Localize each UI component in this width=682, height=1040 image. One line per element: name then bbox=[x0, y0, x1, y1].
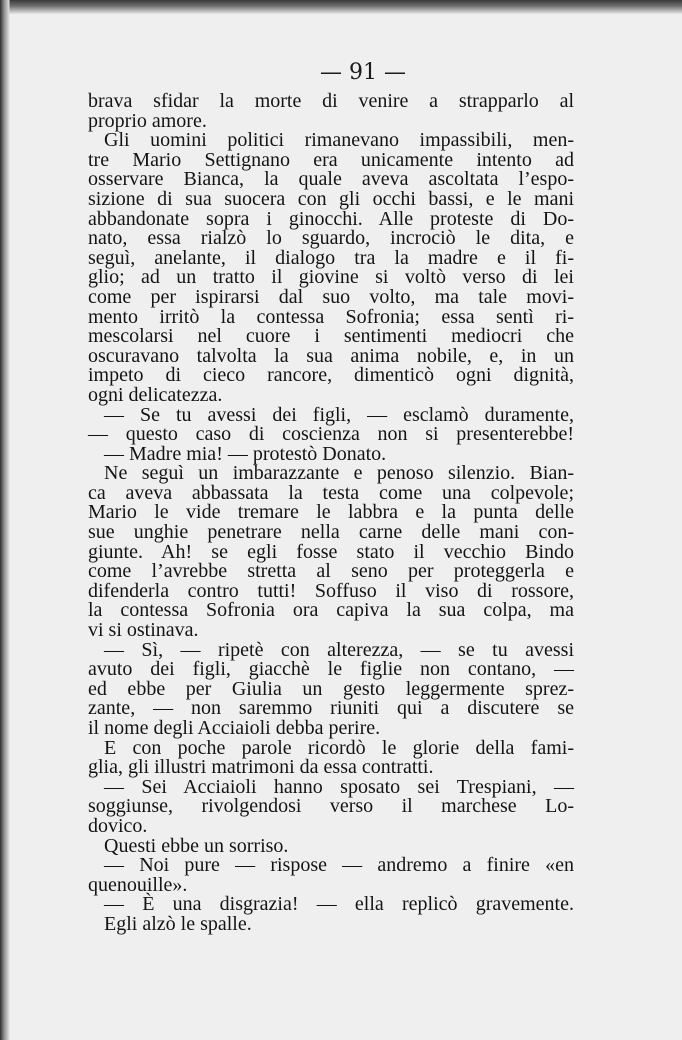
text-line: ogni delicatezza. bbox=[88, 383, 223, 406]
text-line: difenderla contro tutti! Soffuso il viso di rossore, bbox=[88, 579, 574, 602]
body-text bbox=[88, 92, 574, 935]
text-line: la contessa Sofronia ora capiva la sua colpa, ma bbox=[88, 599, 574, 622]
text-line: zante, — non saremmo riuniti qui a discutere se bbox=[88, 697, 574, 720]
text-line: il nome degli Acciaioli debba perire. bbox=[88, 717, 381, 739]
text-line: oscuravano talvolta la sua anima nobile, e, in un bbox=[88, 344, 574, 367]
text-line: vi si ostinava. bbox=[88, 619, 199, 642]
text-line: — È una disgrazia! — ella replicò gravemente. bbox=[104, 893, 574, 916]
text-line: glia, gli illustri matrimoni da essa contratti. bbox=[88, 756, 434, 779]
text-line: — Madre mia! — protestò Donato. bbox=[104, 442, 387, 465]
text-line: sizione di sua suocera con gli occhi bassi, e le mani bbox=[88, 187, 574, 210]
text-line: soggiunse, rivolgendosi verso il marchese Lo- bbox=[88, 795, 574, 818]
text-line: sue unghie penetrare nella carne delle mani con- bbox=[88, 521, 574, 544]
text-line: Gli uomini politici rimanevano impassibili, men- bbox=[104, 129, 574, 152]
text-line: avuto dei figli, giacchè le figlie non contano, — bbox=[88, 658, 574, 681]
text-line: mescolarsi nel cuore i sentimenti mediocri che bbox=[88, 325, 574, 348]
text-line: E con poche parole ricordò le glorie della fami- bbox=[104, 736, 574, 759]
text-line: mento irritò la contessa Sofronia; essa sentì ri- bbox=[88, 305, 574, 328]
text-line: Mario le vide tremare le labbra e la punta delle bbox=[88, 501, 574, 524]
text-line: quenouille». bbox=[88, 873, 188, 896]
text-line: Questi ebbe un sorriso. bbox=[104, 834, 289, 857]
text-line: come l’avrebbe stretta al seno per proteggerla e bbox=[88, 560, 574, 583]
text-line: — Sei Acciaioli hanno sposato sei Trespiani, — bbox=[104, 775, 574, 798]
text-line: osservare Bianca, la quale aveva ascoltata l’espo- bbox=[88, 168, 574, 191]
text-line: Ne seguì un imbarazzante e penoso silenzio. Bian- bbox=[104, 462, 574, 485]
page-binding-edge bbox=[0, 0, 10, 1040]
text-line: seguì, anelante, il dialogo tra la madre e il fi- bbox=[88, 246, 574, 269]
text-line: — Se tu avessi dei figli, — esclamò duramente, bbox=[104, 403, 574, 426]
text-line: ed ebbe per Giulia un gesto leggermente sprez- bbox=[88, 677, 574, 700]
text-line: impeto di cieco rancore, dimenticò ogni dignità, bbox=[88, 364, 574, 387]
text-line: proprio amore. bbox=[88, 109, 207, 132]
text-line: — Sì, — ripetè con alterezza, — se tu avessi bbox=[104, 638, 574, 661]
text-line: — questo caso di coscienza non si presenterebbe! bbox=[88, 423, 574, 446]
text-line: brava sfidar la morte di venire a strapparlo al bbox=[88, 90, 574, 112]
text-line: abbandonate sopra i ginocchi. Alle proteste di Do- bbox=[88, 207, 574, 230]
text-line: come per ispirarsi dal suo volto, ma tale movi- bbox=[88, 285, 574, 308]
text-line: tre Mario Settignano era unicamente intento ad bbox=[88, 148, 574, 171]
text-line: nato, essa rialzò lo sguardo, incrociò le dita, e bbox=[88, 227, 574, 250]
text-line: dovico. bbox=[88, 814, 148, 837]
page-top-shadow bbox=[0, 0, 682, 14]
text-line: Egli alzò le spalle. bbox=[104, 912, 252, 935]
text-line: — Noi pure — rispose — andremo a finire «en bbox=[104, 854, 574, 877]
text-line: ca aveva abbassata la testa come una colpevole; bbox=[88, 481, 574, 504]
page-number: — 91 — bbox=[320, 60, 406, 85]
text-line: giunte. Ah! se egli fosse stato il vecchio Bindo bbox=[88, 540, 574, 563]
text-line: glio; ad un tratto il giovine si voltò verso di lei bbox=[88, 266, 574, 289]
